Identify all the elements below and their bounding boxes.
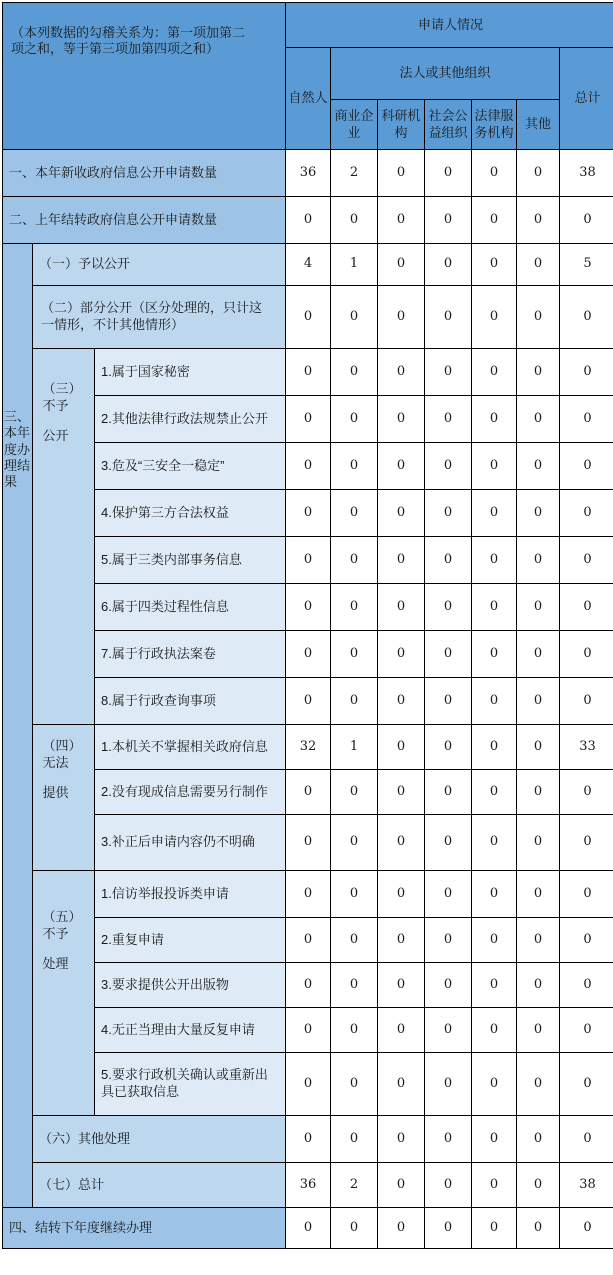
value-cell: 0 xyxy=(331,918,378,963)
item-row xyxy=(3,871,613,918)
item-label: 3.补正后申请内容仍不明确 xyxy=(95,815,286,871)
item-row xyxy=(3,770,613,815)
value-cell: 0 xyxy=(472,349,517,396)
value-cell: 0 xyxy=(517,1008,560,1053)
value-cell: 0 xyxy=(331,815,378,871)
item-label: 5.属于三类内部事务信息 xyxy=(95,537,286,584)
value-cell: 0 xyxy=(517,443,560,490)
value-cell: 0 xyxy=(378,815,425,871)
item-row xyxy=(3,1053,613,1116)
reconciliation-note: （本列数据的勾稽关系为：第一项加第二项之和，等于第三项加第四项之和） xyxy=(3,3,286,150)
value-cell: 0 xyxy=(331,1008,378,1053)
row-granted xyxy=(3,244,613,286)
value-cell: 0 xyxy=(425,725,472,770)
value-cell: 0 xyxy=(378,963,425,1008)
value-cell: 0 xyxy=(378,537,425,584)
item-row xyxy=(3,443,613,490)
value-cell: 0 xyxy=(425,1208,472,1249)
value-cell: 0 xyxy=(331,871,378,918)
value-cell: 0 xyxy=(472,871,517,918)
item-row xyxy=(3,631,613,678)
value-cell: 0 xyxy=(472,631,517,678)
value-cell: 0 xyxy=(331,678,378,725)
value-cell: 0 xyxy=(331,286,378,349)
value-cell: 0 xyxy=(425,286,472,349)
value-cell: 0 xyxy=(517,349,560,396)
value-cell: 0 xyxy=(517,871,560,918)
value-cell: 0 xyxy=(286,443,331,490)
value-cell: 0 xyxy=(560,631,613,678)
value-cell: 0 xyxy=(378,349,425,396)
value-cell: 0 xyxy=(378,396,425,443)
value-cell: 0 xyxy=(425,1008,472,1053)
row-label: （二）部分公开（区分处理的，只计这一情形，不计其他情形） xyxy=(33,286,286,349)
value-cell: 0 xyxy=(472,197,517,244)
row-partial-disclosure xyxy=(3,286,613,349)
value-cell: 0 xyxy=(378,1053,425,1116)
value-cell: 0 xyxy=(425,1053,472,1116)
value-cell: 0 xyxy=(286,815,331,871)
value-cell: 0 xyxy=(560,963,613,1008)
item-label: 4.无正当理由大量反复申请 xyxy=(95,1008,286,1053)
value-cell: 0 xyxy=(517,918,560,963)
value-cell: 32 xyxy=(286,725,331,770)
value-cell: 0 xyxy=(378,1163,425,1208)
value-cell: 0 xyxy=(517,1208,560,1249)
value-cell: 0 xyxy=(560,815,613,871)
row-label: （七）总计 xyxy=(33,1163,286,1208)
header-natural-person: 自然人 xyxy=(286,48,331,150)
value-cell: 0 xyxy=(560,1053,613,1116)
value-cell: 0 xyxy=(425,396,472,443)
item-label: 5.要求行政机关确认或重新出具已获取信息 xyxy=(95,1053,286,1116)
value-cell: 0 xyxy=(331,770,378,815)
value-cell: 0 xyxy=(517,490,560,537)
value-cell: 0 xyxy=(472,918,517,963)
value-cell: 0 xyxy=(286,963,331,1008)
value-cell: 0 xyxy=(425,1163,472,1208)
disclosure-applications-table xyxy=(2,2,613,1249)
value-cell: 0 xyxy=(331,1208,378,1249)
value-cell: 0 xyxy=(378,286,425,349)
value-cell: 4 xyxy=(286,244,331,286)
row-label: （一）予以公开 xyxy=(33,244,286,286)
header-commercial-enterprise: 商业企业 xyxy=(331,100,378,150)
item-label: 1.属于国家秘密 xyxy=(95,349,286,396)
item-label: 2.没有现成信息需要另行制作 xyxy=(95,770,286,815)
header-social-welfare-org: 社会公益组织 xyxy=(425,100,472,150)
value-cell: 1 xyxy=(331,244,378,286)
value-cell: 0 xyxy=(286,1208,331,1249)
value-cell: 0 xyxy=(517,150,560,197)
value-cell: 0 xyxy=(560,918,613,963)
item-label: 2.重复申请 xyxy=(95,918,286,963)
value-cell: 0 xyxy=(425,443,472,490)
value-cell: 0 xyxy=(378,1008,425,1053)
value-cell: 0 xyxy=(560,443,613,490)
value-cell: 0 xyxy=(517,770,560,815)
value-cell: 0 xyxy=(517,244,560,286)
value-cell: 0 xyxy=(286,349,331,396)
value-cell: 0 xyxy=(517,678,560,725)
value-cell: 0 xyxy=(560,871,613,918)
item-row xyxy=(3,918,613,963)
value-cell: 0 xyxy=(472,396,517,443)
value-cell: 0 xyxy=(425,490,472,537)
value-cell: 0 xyxy=(560,349,613,396)
value-cell: 0 xyxy=(425,1116,472,1163)
value-cell: 0 xyxy=(378,584,425,631)
value-cell: 0 xyxy=(378,678,425,725)
row-label: 一、本年新收政府信息公开申请数量 xyxy=(3,150,286,197)
group-unable-to-provide-label: （四）无法 提供 xyxy=(33,725,95,871)
value-cell: 0 xyxy=(472,963,517,1008)
value-cell: 0 xyxy=(472,1053,517,1116)
group-refused-label: （三）不予 公开 xyxy=(33,349,95,725)
value-cell: 0 xyxy=(286,770,331,815)
value-cell: 0 xyxy=(425,349,472,396)
value-cell: 0 xyxy=(560,770,613,815)
item-row xyxy=(3,349,613,396)
row-new-applications xyxy=(3,150,613,197)
row-other-processing xyxy=(3,1116,613,1163)
value-cell: 0 xyxy=(331,584,378,631)
value-cell: 0 xyxy=(331,396,378,443)
value-cell: 0 xyxy=(378,443,425,490)
value-cell: 0 xyxy=(378,871,425,918)
value-cell: 0 xyxy=(560,1008,613,1053)
value-cell: 0 xyxy=(517,286,560,349)
value-cell: 5 xyxy=(560,244,613,286)
value-cell: 0 xyxy=(331,537,378,584)
value-cell: 0 xyxy=(472,537,517,584)
value-cell: 0 xyxy=(286,918,331,963)
row-label: 二、上年结转政府信息公开申请数量 xyxy=(3,197,286,244)
row-label: 四、结转下年度继续办理 xyxy=(3,1208,286,1249)
value-cell: 0 xyxy=(517,631,560,678)
item-row xyxy=(3,490,613,537)
value-cell: 0 xyxy=(517,537,560,584)
row-label: （六）其他处理 xyxy=(33,1116,286,1163)
value-cell: 0 xyxy=(472,1163,517,1208)
value-cell: 0 xyxy=(425,678,472,725)
value-cell: 0 xyxy=(286,871,331,918)
value-cell: 0 xyxy=(472,150,517,197)
value-cell: 0 xyxy=(560,286,613,349)
value-cell: 0 xyxy=(517,1053,560,1116)
value-cell: 0 xyxy=(560,537,613,584)
value-cell: 0 xyxy=(378,1208,425,1249)
value-cell: 33 xyxy=(560,725,613,770)
value-cell: 0 xyxy=(472,490,517,537)
value-cell: 0 xyxy=(472,770,517,815)
value-cell: 0 xyxy=(472,725,517,770)
item-row xyxy=(3,725,613,770)
value-cell: 0 xyxy=(286,678,331,725)
header-legal-or-other-org: 法人或其他组织 xyxy=(331,48,560,100)
value-cell: 0 xyxy=(331,1053,378,1116)
header-total: 总计 xyxy=(560,48,613,150)
value-cell: 0 xyxy=(331,963,378,1008)
value-cell: 0 xyxy=(378,150,425,197)
value-cell: 0 xyxy=(425,815,472,871)
value-cell: 0 xyxy=(517,584,560,631)
value-cell: 0 xyxy=(425,963,472,1008)
value-cell: 0 xyxy=(517,963,560,1008)
value-cell: 36 xyxy=(286,150,331,197)
value-cell: 0 xyxy=(425,150,472,197)
value-cell: 0 xyxy=(560,1208,613,1249)
value-cell: 1 xyxy=(331,725,378,770)
value-cell: 38 xyxy=(560,150,613,197)
section-annual-results-label: 三、本年度办理结果 xyxy=(3,244,33,1208)
value-cell: 0 xyxy=(425,584,472,631)
item-label: 3.危及“三安全一稳定” xyxy=(95,443,286,490)
value-cell: 0 xyxy=(425,770,472,815)
value-cell: 0 xyxy=(425,197,472,244)
value-cell: 0 xyxy=(378,197,425,244)
value-cell: 0 xyxy=(472,244,517,286)
value-cell: 0 xyxy=(425,918,472,963)
item-label: 4.保护第三方合法权益 xyxy=(95,490,286,537)
value-cell: 0 xyxy=(560,490,613,537)
item-label: 2.其他法律行政法规禁止公开 xyxy=(95,396,286,443)
row-carry-to-next-year xyxy=(3,1208,613,1249)
value-cell: 0 xyxy=(517,725,560,770)
value-cell: 0 xyxy=(378,490,425,537)
value-cell: 0 xyxy=(331,443,378,490)
value-cell: 0 xyxy=(286,286,331,349)
value-cell: 2 xyxy=(331,1163,378,1208)
header-applicant-status: 申请人情况 xyxy=(286,3,613,48)
value-cell: 0 xyxy=(472,443,517,490)
item-row xyxy=(3,584,613,631)
value-cell: 0 xyxy=(331,197,378,244)
item-row xyxy=(3,963,613,1008)
value-cell: 0 xyxy=(378,918,425,963)
value-cell: 0 xyxy=(378,631,425,678)
value-cell: 0 xyxy=(472,286,517,349)
item-label: 8.属于行政查询事项 xyxy=(95,678,286,725)
row-carryover-applications xyxy=(3,197,613,244)
item-row xyxy=(3,537,613,584)
item-row xyxy=(3,396,613,443)
item-label: 1.本机关不掌握相关政府信息 xyxy=(95,725,286,770)
header-research-institution: 科研机构 xyxy=(378,100,425,150)
value-cell: 0 xyxy=(286,584,331,631)
value-cell: 0 xyxy=(286,631,331,678)
item-row xyxy=(3,678,613,725)
value-cell: 0 xyxy=(472,678,517,725)
value-cell: 0 xyxy=(472,584,517,631)
value-cell: 0 xyxy=(331,1116,378,1163)
header-legal-service-org: 法律服务机构 xyxy=(472,100,517,150)
value-cell: 0 xyxy=(472,1008,517,1053)
value-cell: 0 xyxy=(560,1116,613,1163)
value-cell: 0 xyxy=(331,631,378,678)
value-cell: 0 xyxy=(425,631,472,678)
value-cell: 0 xyxy=(425,871,472,918)
value-cell: 2 xyxy=(331,150,378,197)
value-cell: 0 xyxy=(425,244,472,286)
value-cell: 0 xyxy=(286,197,331,244)
value-cell: 0 xyxy=(472,815,517,871)
value-cell: 0 xyxy=(378,770,425,815)
group-not-processed-label: （五）不予 处理 xyxy=(33,871,95,1116)
value-cell: 0 xyxy=(286,1116,331,1163)
value-cell: 0 xyxy=(286,1008,331,1053)
value-cell: 0 xyxy=(517,1116,560,1163)
value-cell: 0 xyxy=(378,1116,425,1163)
value-cell: 0 xyxy=(286,1053,331,1116)
value-cell: 0 xyxy=(517,197,560,244)
value-cell: 0 xyxy=(472,1208,517,1249)
value-cell: 0 xyxy=(560,197,613,244)
item-label: 1.信访举报投诉类申请 xyxy=(95,871,286,918)
value-cell: 0 xyxy=(378,725,425,770)
item-label: 7.属于行政执法案卷 xyxy=(95,631,286,678)
item-row xyxy=(3,1008,613,1053)
value-cell: 0 xyxy=(331,490,378,537)
value-cell: 0 xyxy=(517,396,560,443)
value-cell: 0 xyxy=(378,244,425,286)
value-cell: 0 xyxy=(560,678,613,725)
value-cell: 36 xyxy=(286,1163,331,1208)
value-cell: 0 xyxy=(331,349,378,396)
item-label: 6.属于四类过程性信息 xyxy=(95,584,286,631)
value-cell: 0 xyxy=(560,584,613,631)
value-cell: 0 xyxy=(286,490,331,537)
header-other-org: 其他 xyxy=(517,100,560,150)
value-cell: 0 xyxy=(517,815,560,871)
value-cell: 0 xyxy=(472,1116,517,1163)
value-cell: 0 xyxy=(286,396,331,443)
value-cell: 0 xyxy=(425,537,472,584)
item-row xyxy=(3,815,613,871)
value-cell: 0 xyxy=(517,1163,560,1208)
row-section-total xyxy=(3,1163,613,1208)
item-label: 3.要求提供公开出版物 xyxy=(95,963,286,1008)
value-cell: 0 xyxy=(560,396,613,443)
value-cell: 38 xyxy=(560,1163,613,1208)
value-cell: 0 xyxy=(286,537,331,584)
